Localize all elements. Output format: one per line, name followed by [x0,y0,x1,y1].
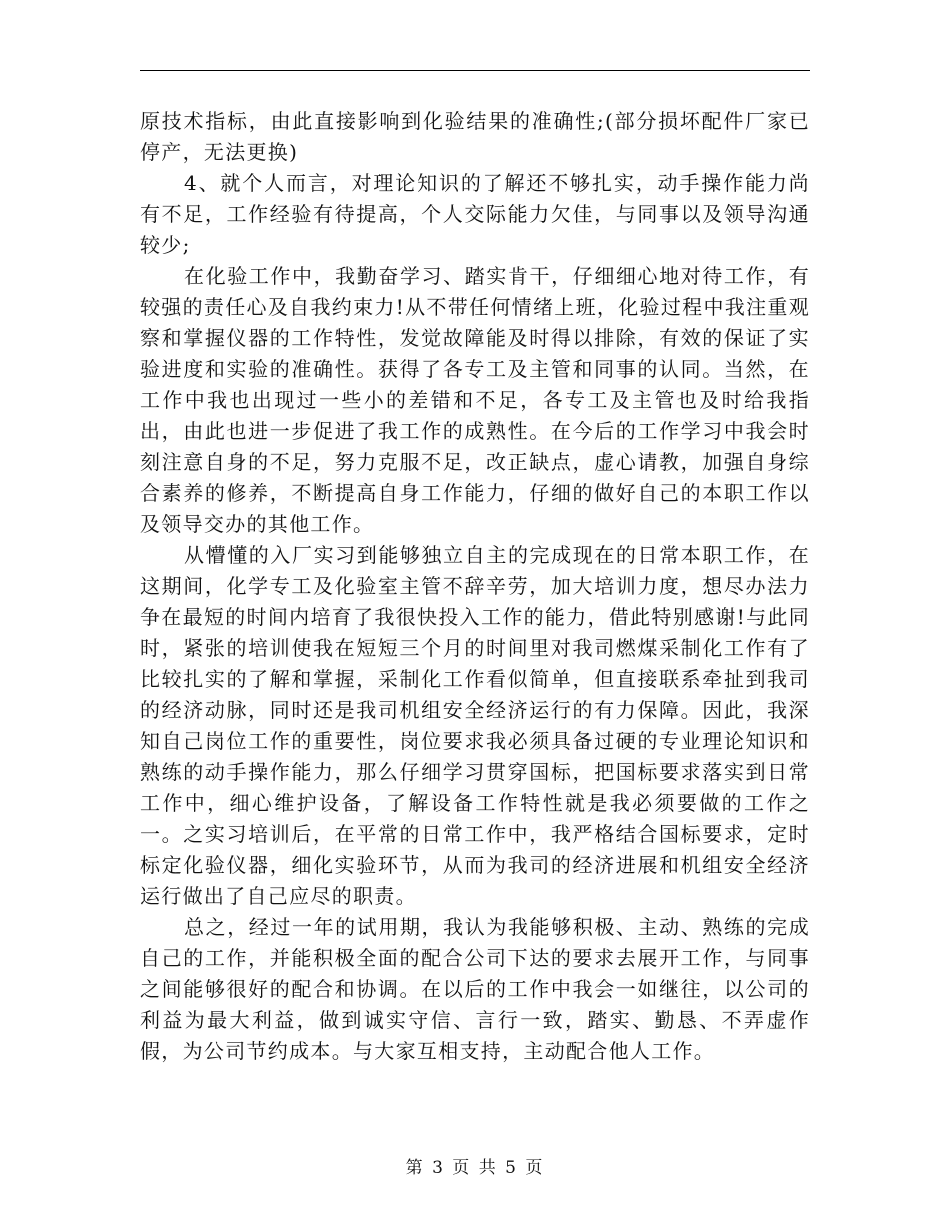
paragraph-2: 4、就个人而言，对理论知识的了解还不够扎实，动手操作能力尚有不足，工作经验有待提高，个人交际能力欠佳，与同事以及领导沟通较少; [140,171,810,257]
header-rule [140,70,810,71]
paragraph-3: 在化验工作中，我勤奋学习、踏实肯干，仔细细心地对待工作，有较强的责任心及自我约束力!从不带任何情绪上班，化验过程中我注重观察和掌握仪器的工作特性，发觉故障能及时得以排除，有效的保证了实验进度和实验的准确性。获得了各专工及主管和同事的认同。当然，在工作中我也出现过一些小的差错和不足，各专工及主管也及时给我指出，由此也进一步促进了我工作的成熟性。在今后的工作学习中我会时刻注意自身的不足，努力克服不足，改正缺点，虚心请教，加强自身综合素养的修养，不断提高自身工作能力，仔细的做好自己的本职工作以及领导交办的其他工作。 [140,264,810,536]
paragraph-1: 原技术指标，由此直接影响到化验结果的准确性;(部分损坏配件厂家已停产，无法更换) [140,109,810,164]
page-number: 第 3 页 共 5 页 [405,1158,545,1178]
paragraph-4: 从懵懂的入厂实习到能够独立自主的完成现在的日常本职工作，在这期间，化学专工及化验室主管不辞辛劳，加大培训力度，想尽办法力争在最短的时间内培育了我很快投入工作的能力，借此特别感谢!与此同时，紧张的培训使我在短短三个月的时间里对我司燃煤采制化工作有了比较扎实的了解和掌握，采制化工作看似简单，但直接联系牵扯到我司的经济动脉，同时还是我司机组安全经济运行的有力保障。因此，我深知自己岗位工作的重要性，岗位要求我必须具备过硬的专业理论知识和熟练的动手操作能力，那么仔细学习贯穿国标，把国标要求落实到日常工作中，细心维护设备，了解设备工作特性就是我必须要做的工作之一。之实习培训后，在平常的日常工作中，我严格结合国标要求，定时标定化验仪器，细化实验环节，从而为我司的经济进展和机组安全经济运行做出了自己应尽的职责。 [140,543,810,908]
paragraph-5: 总之，经过一年的试用期，我认为我能够积极、主动、熟练的完成自己的工作，并能积极全面的配合公司下达的要求去展开工作，与同事之间能够很好的配合和协调。在以后的工作中我会一如继往，以公司的利益为最大利益，做到诚实守信、言行一致，踏实、勤恳、不弄虚作假，为公司节约成本。与大家互相支持，主动配合他人工作。 [140,915,810,1063]
document-body [140,106,810,1067]
